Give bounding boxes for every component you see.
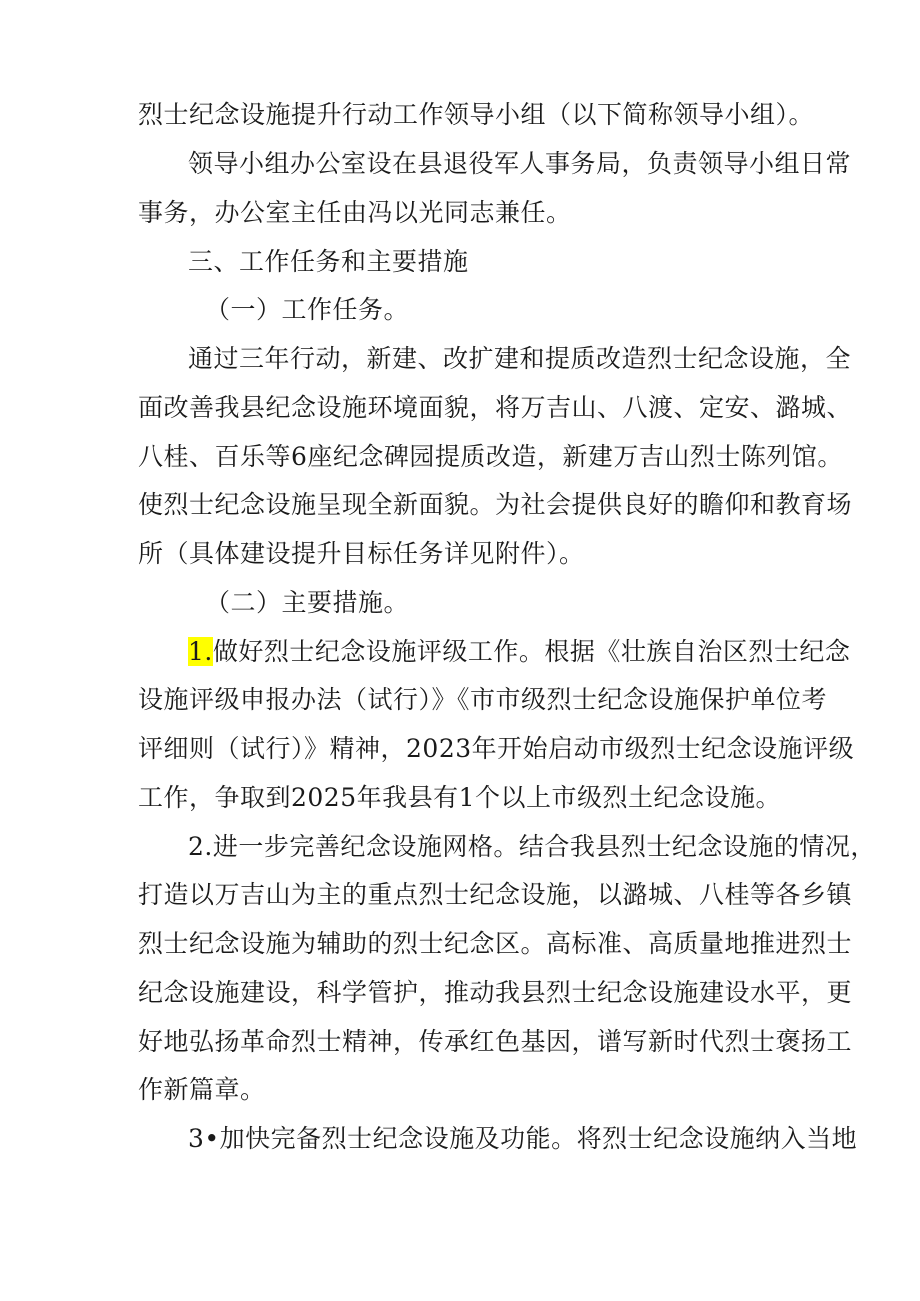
paragraph-line: 烈士纪念设施提升行动工作领导小组（以下简称领导小组）。 <box>138 100 815 129</box>
paragraph-line: 纪念设施建设，科学管护，推动我县烈士纪念设施建设水平，更 <box>138 978 853 1007</box>
paragraph-line: 作新篇章。 <box>138 1075 266 1104</box>
paragraph-line: 事务，办公室主任由冯以光同志兼任。 <box>138 198 572 227</box>
paragraph-line: 设施评级申报办法（试行）》《市市级烈士纪念设施保护单位考 <box>138 685 828 714</box>
paragraph-line: 八桂、百乐等6座纪念碑园提质改造，新建万吉山烈士陈列馆。 <box>138 442 843 471</box>
highlighted-number: 1. <box>188 637 213 666</box>
paragraph-line: 烈士纪念设施为辅助的烈士纪念区。高标准、高质量地推进烈士 <box>138 929 853 958</box>
subsection-heading: （一）工作任务。 <box>205 295 410 324</box>
paragraph-line: 打造以万吉山为主的重点烈士纪念设施，以潞城、八桂等各乡镇 <box>138 880 853 909</box>
paragraph-line: 3•加快完备烈士纪念设施及功能。将烈士纪念设施纳入当地 <box>188 1124 858 1153</box>
paragraph-line: 工作，争取到2025年我县有1个以上市级烈土纪念设施。 <box>138 783 782 812</box>
paragraph-line: 好地弘扬革命烈士精神，传承红色基因，谱写新时代烈士褒扬工 <box>138 1027 853 1056</box>
paragraph-line: 领导小组办公室设在县退役军人事务局，负责领导小组日常 <box>188 149 852 178</box>
paragraph-line: 2.进一步完善纪念设施网格。结合我县烈士纪念设施的情况， <box>188 832 876 861</box>
paragraph-line: 使烈士纪念设施呈现全新面貌。为社会提供良好的瞻仰和教育场 <box>138 490 853 519</box>
subsection-heading: （二）主要措施。 <box>205 588 410 617</box>
paragraph-line: 所（具体建设提升目标任务详见附件）。 <box>138 539 585 568</box>
paragraph-line: 通过三年行动，新建、改扩建和提质改造烈士纪念设施，全 <box>188 344 852 373</box>
paragraph-text: 做好烈士纪念设施评级工作。根据《壮族自治区烈士纪念 <box>212 637 851 666</box>
paragraph-line: 面改善我县纪念设施环境面貌，将万吉山、八渡、定安、潞城、 <box>138 393 853 422</box>
paragraph-line <box>188 632 851 672</box>
section-heading: 三、工作任务和主要措施 <box>188 247 469 276</box>
paragraph-line: 评细则（试行）》精神，2023年开始启动市级烈士纪念设施评级 <box>138 734 855 763</box>
